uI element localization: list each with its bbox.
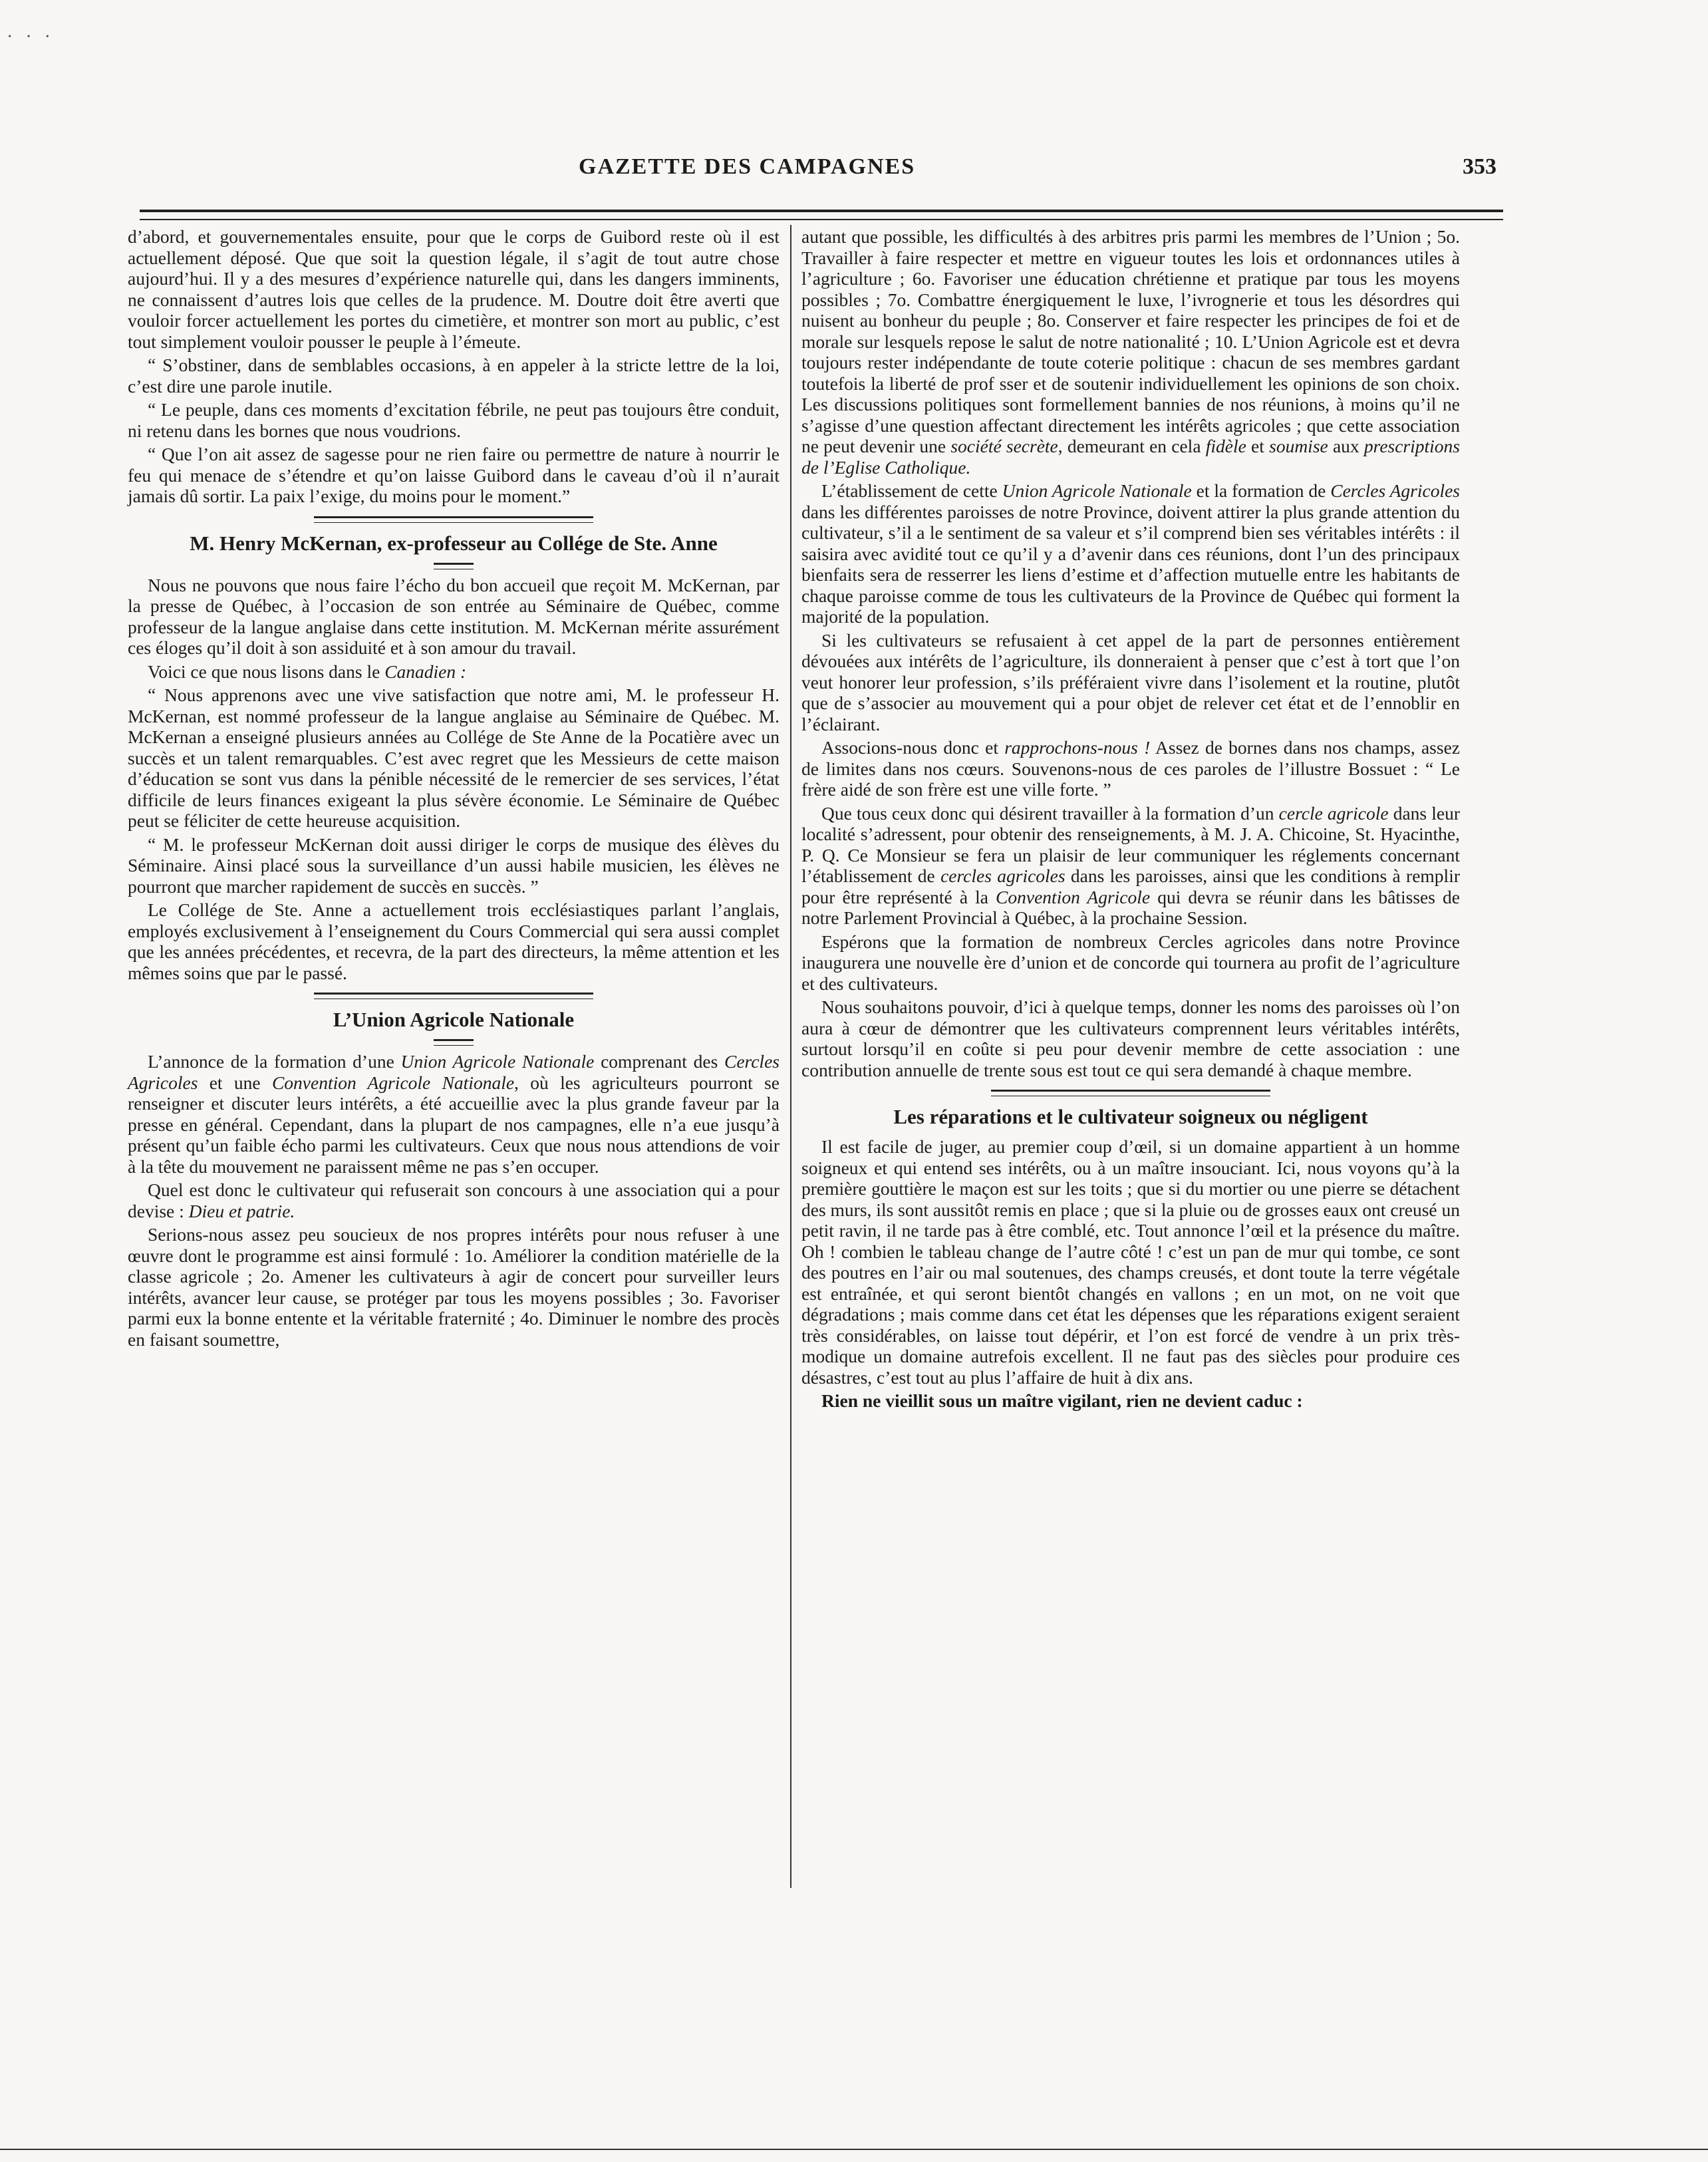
left-column [128, 226, 780, 1352]
paragraph: d’abord, et gouvernementales ensuite, pour que le corps de Guibord reste où il est actuellement déposé. Que que soit la question légale, il s’agit de tout autre chose aujourd’hui. Il y a des mesures d’expérience naturelle qui, dans les dangers imminents, ne connaissent d’autres lois que celles de la prudence. M. Doutre doit être averti que vouloir forcer actuellement les portes du cimetière, et montrer son mort au public, c’est tout simplement vouloir pousser le peuple à l’émeute. [128, 226, 780, 352]
paragraph: Nous souhaitons pouvoir, d’ici à quelque temps, donner les noms des paroisses où l’on aura à cœur de démontrer que les cultivateurs comprennent leurs véritables intérêts, surtout lorsqu’il en coûte si peu pour devenir membre de cette association : une contribution annuelle de trente sous est tout ce qui sera demandé à chaque membre. [801, 997, 1460, 1080]
right-column [801, 226, 1460, 1414]
paragraph: Voici ce que nous lisons dans le Canadien : [148, 661, 467, 682]
paragraph: “ M. le professeur McKernan doit aussi diriger le corps de musique des élèves du Séminaire. Ainsi placé sous la surveillance d’un aussi habile musicien, les élèves ne pourront que marcher rapidement de succès en succès. ” [128, 834, 780, 897]
article-heading: L’Union Agricole Nationale [333, 1008, 575, 1031]
scan-specks: · · · [7, 27, 55, 47]
paragraph: “ Nous apprenons avec une vive satisfaction que notre ami, M. le professeur H. McKernan, est nommé professeur de la langue anglaise au Séminaire de Québec. M. McKernan a enseigné plusieurs années au Collége de Ste Anne de la Pocatière avec un succès et un talent remarquables. C’est avec regret que les Messieurs de cette maison d’éducation se sont vus dans la pénible nécessité de le remercier de ses services, l’état difficile de leurs finances exigeant la plus sévère économie. Le Séminaire de Québec peut se féliciter de cette heureuse acquisition. [128, 685, 780, 831]
section-divider [314, 993, 593, 999]
paragraph: autant que possible, les difficultés à des arbitres pris parmi les membres de l’Union ; 5o. Travailler à faire respecter et mettre en vigueur toutes les lois et ordonnances utiles à l’agriculture ; 6o. Favoriser une éducation chrétienne et pratique par tous les moyens possibles ; 7o. Combattre énergiquement le luxe, l’ivrognerie et tous les désordres qui nuisent au bonheur du peuple ; 8o. Conserver et faire respecter les principes de foi et de morale sur lesquels repose le salut de notre nationalité ; 10. L’Union Agricole est et devra toujours rester indépendante de toute coterie politique : chacun de ses membres gardant toutefois la liberté de prof sser et de soutenir individuellement les opinions de son choix. Les discussions politiques sont formellement bannies de nos réunions, à moins qu’il ne s’agisse d’une question affectant directement les intérêts agricoles ; que cette association ne peut devenir une société secrète, demeurant en cela fidèle et soumise aux prescriptions de l’Eglise Catholique. [801, 226, 1461, 478]
column-divider [790, 225, 791, 1888]
page-header [219, 154, 1496, 194]
article-heading: Les réparations et le cultivateur soigneux ou négligent [893, 1105, 1368, 1128]
paragraph: “ S’obstiner, dans de semblables occasions, à en appeler à la stricte lettre de la loi, c’est dire une parole inutile. [128, 355, 780, 396]
paragraph: Rien ne vieillit sous un maître vigilant, rien ne devient caduc : [821, 1390, 1303, 1411]
publication-title: GAZETTE DES CAMPAGNES [579, 154, 916, 179]
paragraph: Quel est donc le cultivateur qui refuserait son concours à une association qui a pour devise : Dieu et patrie. [128, 1179, 780, 1221]
header-rule [140, 210, 1503, 220]
paragraph: Si les cultivateurs se refusaient à cet appel de la part de personnes entièrement dévouées aux intérêts de l’agriculture, ils donneraient à penser que c’est à tort que l’on veut honorer leur profession, s’ils préféraient vivre dans l’isolement et la routine, plutôt que de s’associer au mouvement qui a pour objet de relever cet état et de l’ennoblir en l’éclairant. [801, 629, 1460, 734]
paragraph: “ Le peuple, dans ces moments d’excitation fébrile, ne peut pas toujours être conduit, ni retenu dans les bornes que nous voudrions. [128, 399, 780, 441]
paragraph: Le Collége de Ste. Anne a actuellement trois ecclésiastiques parlant l’anglais, employés exclusivement à l’enseignement du Cours Commercial qui sera aussi complet que les années précédentes, et recevra, de la part des directeurs, la même attention et les mêmes soins que par le passé. [128, 899, 780, 983]
paragraph: Associons-nous donc et rapprochons-nous ! Assez de bornes dans nos champs, assez de limites dans nos cœurs. Souvenons-nous de ces paroles de l’illustre Bossuet : “ Le frère aidé de son frère est une ville forte. ” [801, 737, 1460, 800]
paragraph: L’établissement de cette Union Agricole Nationale et la formation de Cercles Agricoles dans les différentes paroisses de notre Province, doivent attirer la plus grande attention du cultivateur, s’il a le sentiment de sa valeur et s’il comprend bien ses véritables intérêts : il saisira avec avidité tout ce qu’il y a d’avenir dans ces réunions, dont l’un des principaux bienfaits sera de resserrer les liens d’estime et d’affection mutuelle entre les habitants de chaque paroisse comme de tous les cultivateurs de la Province de Québec qui forment la majorité de la population. [801, 480, 1460, 627]
article-heading: M. Henry McKernan, ex-professeur au Collége de Ste. Anne [190, 531, 718, 555]
paragraph: Il est facile de juger, au premier coup d’œil, si un domaine appartient à un homme soigneux et qui entend ses intérêts, ou à un maître insouciant. Ici, nous voyons qu’à la première gouttière le maçon est sur les toits ; que si du mortier ou une pierre se détachent des murs, ils sont aussitôt remis en place ; que si la pluie ou de grosses eaux ont creusé un petit ravin, il ne tarde pas à être comblé, etc. Tout annonce l’œil et la présence du maître. Oh ! combien le tableau change de l’autre côté ! c’est un pan de mur qui tombe, ce sont des poutres en l’air ou mal soutenues, des champs creusés, et dont toute la terre végétale est entraînée, et qui seront bientôt changés en vallons ; en un mot, on ne voit que dégradations ; mais comme dans cet état les dépenses que les réparations exigent seraient très considérables, on laisse tout dépérir, et l’on est forcé de vendre à un prix très-modique un domaine autrefois excellent. Il ne faut pas des siècles pour produire ces désastres, c’est tout au plus l’affaire de huit à dix ans. [801, 1136, 1460, 1388]
paragraph: Serions-nous assez peu soucieux de nos propres intérêts pour nous refuser à une œuvre dont le programme est ainsi formulé : 1o. Améliorer la condition matérielle de la classe agricole ; 2o. Amener les cultivateurs à agir de concert pour surveiller leurs intérêts, avancer leur cause, se protéger par tous les moyens possibles ; 3o. Favoriser parmi eux la bonne entente et la véritable fraternité ; 4o. Diminuer le nombre des procès en faisant soumettre, [128, 1224, 780, 1350]
paragraph: Espérons que la formation de nombreux Cercles agricoles dans notre Province inaugurera une nouvelle ère d’union et de concorde qui tournera au profit de l’agriculture et des cultivateurs. [801, 931, 1460, 994]
page-number: 353 [1463, 154, 1496, 179]
paragraph: Nous ne pouvons que nous faire l’écho du bon accueil que reçoit M. McKernan, par la presse de Québec, à l’occasion de son entrée au Séminaire de Québec, comme professeur de la langue anglaise dans cette institution. M. McKernan mérite assurément ces éloges qu’il doit à son assiduité et à son amour du travail. [128, 574, 780, 658]
section-divider [314, 516, 593, 523]
paragraph: L’annonce de la formation d’une Union Agricole Nationale comprenant des Cercles Agricoles et une Convention Agricole Nationale, où les agriculteurs pourront se renseigner et discuter leurs intérêts, a été accueillie avec la plus grande faveur par la presse en général. Cependant, dans la plupart de nos campagnes, elle n’a eue jusqu’à présent qu’un faible écho parmi les cultivateurs. Ceux que nous nous attendions de voir à la tête du mouvement ne paraissent même ne pas s’en occuper. [128, 1051, 780, 1177]
section-divider [991, 1090, 1270, 1096]
paragraph: “ Que l’on ait assez de sagesse pour ne rien faire ou permettre de nature à nourrir le feu qui menace de s’étendre et qu’on laisse Guibord dans le caveau d’où il n’aurait jamais dû sortir. La paix l’exige, du moins pour le moment.” [128, 444, 780, 506]
heading-rule [434, 563, 474, 569]
page-bottom-edge [0, 2149, 1708, 2150]
heading-rule [434, 1039, 474, 1046]
paragraph: Que tous ceux donc qui désirent travailler à la formation d’un cercle agricole dans leur localité s’adressent, pour obtenir des renseignements, à M. J. A. Chicoine, St. Hyacinthe, P. Q. Ce Monsieur se fera un plaisir de leur communiquer les réglements concernant l’établissement de cercles agricoles dans les paroisses, ainsi que les conditions à remplir pour être représenté à la Convention Agricole qui devra se réunir dans les bâtisses de notre Parlement Provincial à Québec, à la prochaine Session. [801, 802, 1460, 928]
